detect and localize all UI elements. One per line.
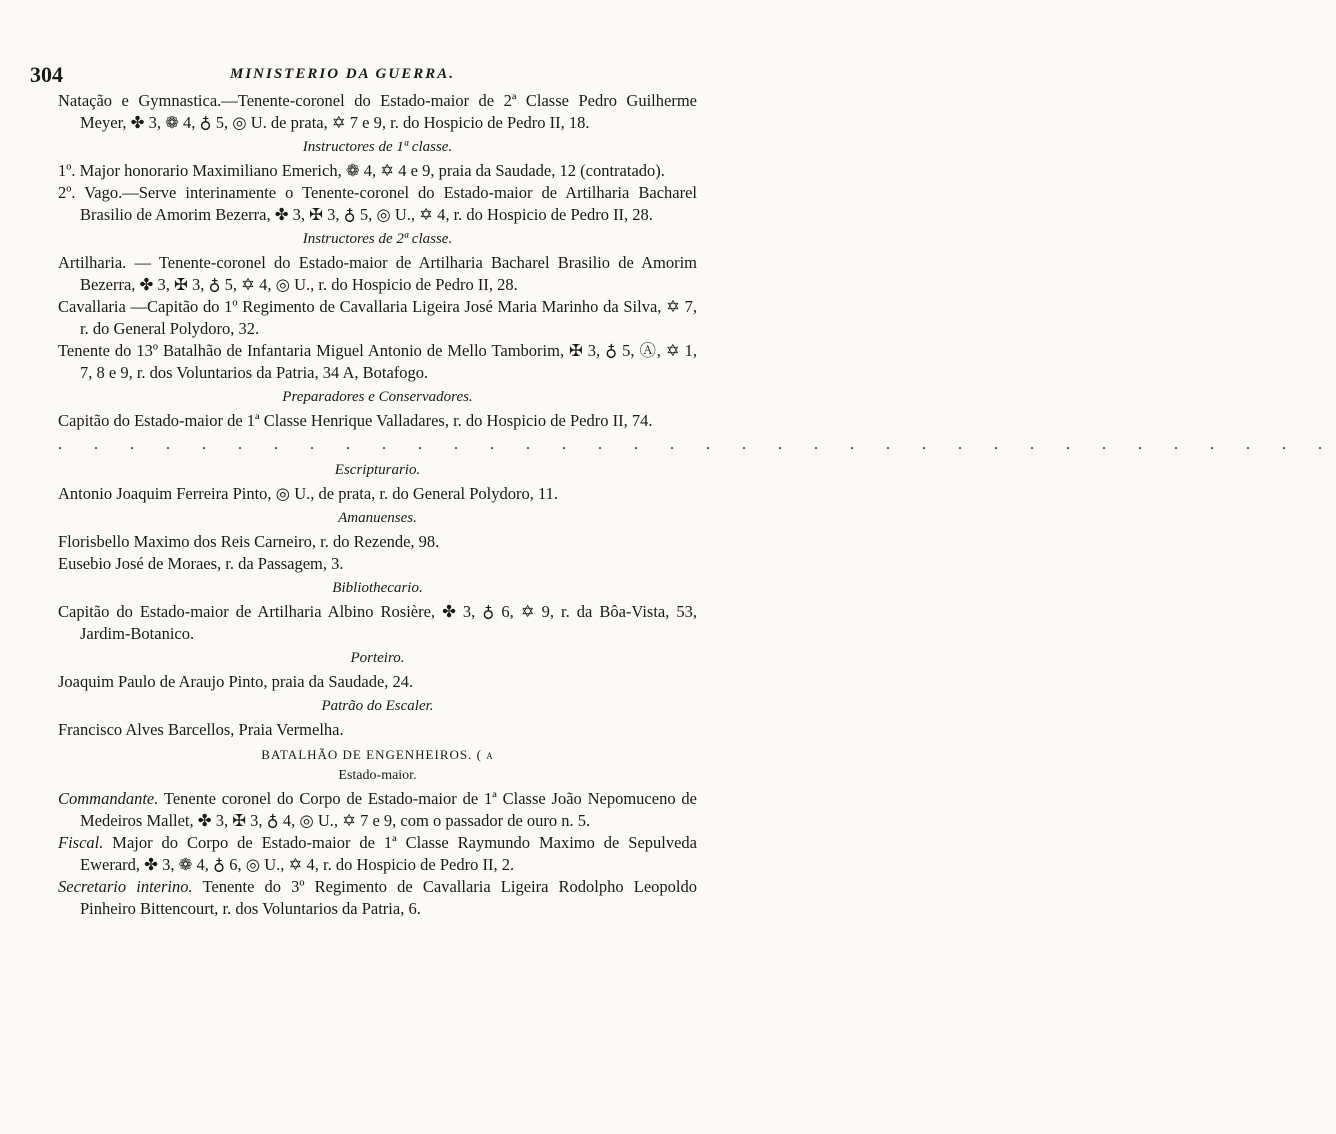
section-heading: Bibliothecario. [332, 580, 423, 596]
entry-role-label: Secretario interino. [58, 877, 193, 896]
section-heading: Patrão do Escaler. [321, 698, 434, 714]
roster-entry: 2º. Vago.—Serve interinamente o Tenente-coronel do Estado-maior de Artilharia Bacharel Brasilio de Amorim Bezerra, ✤ 3, ✠ 3, ♁ 5, ◎ U., ✡ 4, r. do Hospicio de Pedro II, 28. [58, 183, 697, 224]
roster-entry: Eusebio José de Moraes, r. da Passagem, 3. [58, 554, 344, 573]
section-heading: Porteiro. [350, 650, 405, 666]
entry-role-label: Commandante. [58, 789, 159, 808]
roster-entry: Joaquim Paulo de Araujo Pinto, praia da Saudade, 24. [58, 672, 414, 691]
roster-entry: Artilharia. — Tenente-coronel do Estado-maior de Artilharia Bacharel Brasilio de Amorim Bezerra, ✤ 3, ✠ 3, ♁ 5, ✡ 4, ◎ U., r. do Hospicio de Pedro II, 28. [58, 253, 697, 294]
section-heading: Escripturario. [334, 462, 421, 478]
section-heading: BATALHÃO DE ENGENHEIROS. ( a [261, 747, 494, 762]
roster-entry [58, 876, 697, 920]
roster-entry: Antonio Joaquim Ferreira Pinto, ◎ U., de prata, r. do General Polydoro, 11. [58, 484, 558, 503]
page-number: 304 [30, 62, 63, 87]
roster-entry [58, 832, 697, 876]
roster-entry: Tenente do 13º Batalhão de Infantaria Miguel Antonio de Mello Tamborim, ✠ 3, ♁ 5, Ⓐ, ✡ 1, 7, 8 e 9, r. dos Voluntarios da Patria, 34 A, Botafogo. [58, 341, 697, 382]
roster-entry: Capitão do Estado-maior de 1ª Classe Henrique Valladares, r. do Hospicio de Pedro II, 74. [58, 411, 653, 430]
roster-entry: Cavallaria —Capitão do 1º Regimento de Cavallaria Ligeira José Maria Marinho da Silva, ✡ 7, r. do General Polydoro, 32. [58, 297, 697, 338]
section-subheading: Estado-maior. [338, 768, 417, 783]
section-heading: Instructores de 2ª classe. [302, 231, 453, 247]
roster-entry: Francisco Alves Barcellos, Praia Vermelha. [58, 720, 344, 739]
section-heading: Preparadores e Conservadores. [282, 389, 473, 405]
roster-entry [58, 788, 697, 832]
running-title: MINISTERIO DA GUERRA. [230, 66, 455, 82]
page-content [58, 90, 1336, 920]
dotted-separator: . . . . . . . . . . . . . . . . . . . . . . . . . . . . . . . . . . . . [58, 436, 1336, 453]
roster-entry: Natação e Gymnastica.—Tenente-coronel do Estado-maior de 2ª Classe Pedro Guilherme Meyer, ✤ 3, ❁ 4, ♁ 5, ◎ U. de prata, ✡ 7 e 9, r. do Hospicio de Pedro II, 18. [58, 91, 697, 132]
roster-entry: Florisbello Maximo dos Reis Carneiro, r. do Rezende, 98. [58, 532, 440, 551]
entry-text: Major do Corpo de Estado-maior de 1ª Classe Raymundo Maximo de Sepulveda Ewerard, ✤ 3, ❁ 4, ♁ 6, ◎ U., ✡ 4, r. do Hospicio de Pedro II, 2. [80, 833, 697, 874]
running-header [30, 62, 697, 90]
entry-role-label: Fiscal. [58, 833, 104, 852]
entry-text: Tenente coronel do Corpo de Estado-maior de 1ª Classe João Nepomuceno de Medeiros Mallet, ✤ 3, ✠ 3, ♁ 4, ◎ U., ✡ 7 e 9, com o passador de ouro n. 5. [80, 789, 697, 830]
roster-entry: Capitão do Estado-maior de Artilharia Albino Rosière, ✤ 3, ♁ 6, ✡ 9, r. da Bôa-Vista, 53, Jardim-Botanico. [58, 602, 697, 643]
entry-text: Tenente do 3º Regimento de Cavallaria Ligeira Rodolpho Leopoldo Pinheiro Bittencourt, r. dos Voluntarios da Patria, 6. [80, 877, 697, 918]
roster-entry: 1º. Major honorario Maximiliano Emerich, ❁ 4, ✡ 4 e 9, praia da Saudade, 12 (contratado). [58, 161, 665, 180]
section-heading: Instructores de 1ª classe. [302, 139, 453, 155]
section-heading: Amanuenses. [338, 510, 417, 526]
